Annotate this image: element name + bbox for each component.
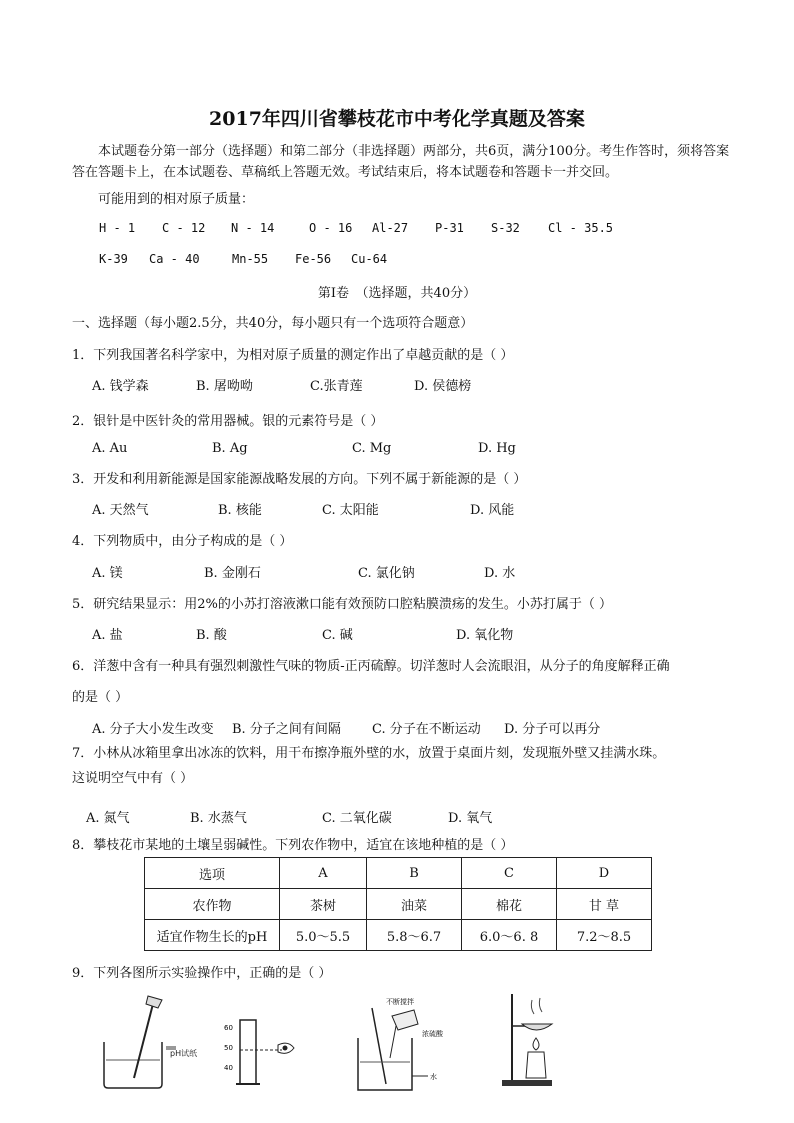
option: B. Ag [212,441,248,456]
fig3-label-water: 水 [430,1073,437,1081]
figure-dilution [352,996,472,1096]
option: C. 太阳能 [322,503,379,518]
option: C. 二氧化碳 [322,811,392,826]
option: A. 天然气 [92,503,149,518]
section-heading: 一、选择题（每小题2.5分，共40分，每小题只有一个选项符合题意） [72,316,474,331]
table-cell: C [462,858,557,889]
table-cell: 6.0～6. 8 [462,920,557,951]
figure-evaporation [496,990,572,1090]
option: B. 屠呦呦 [196,379,253,394]
option: B. 酸 [196,628,227,643]
figure-ph-test [96,990,206,1090]
option: D. 氧气 [448,811,493,826]
option: B. 核能 [218,503,262,518]
mass-item: Cu-64 [351,252,388,266]
table-cell: D [557,858,652,889]
option: D. 水 [484,566,516,581]
option: D. 氧化物 [456,628,514,643]
acid-stream [390,1026,396,1058]
question-1: 1．下列我国著名科学家中，为相对原子质量的测定作出了卓越贡献的是（ ） [72,348,514,363]
table-cell: 甘 草 [557,889,652,920]
ph-table [144,857,652,951]
option: A. 分子大小发生改变 [92,722,214,737]
mass-item: Ca - 40 [149,252,200,266]
option: C. 氯化钠 [358,566,415,581]
option: A. Au [92,441,128,456]
eye-pupil [283,1046,288,1051]
mass-item: Mn-55 [232,252,269,266]
fig3-label-acid: 浓硫酸 [422,1030,443,1038]
figure-cylinder [222,990,302,1090]
question-5: 5．研究结果显示：用2%的小苏打溶液漱口能有效预防口腔粘膜溃疡的发生。小苏打属于（ ） [72,597,613,612]
beaker-outline [104,1042,162,1088]
mass-item: Al-27 [372,221,409,235]
option: C. Mg [352,441,392,456]
table-cell: 农作物 [145,889,280,920]
option: B. 金刚石 [204,566,261,581]
tick-50: 50 [224,1044,233,1052]
question-6: 6．洋葱中含有一种具有强烈刺激性气味的物质-正丙硫醇。切洋葱时人会流眼泪，从分子的角度解释正确 [72,659,670,674]
table-cell: 7.2～8.5 [557,920,652,951]
option: B. 水蒸气 [190,811,247,826]
mass-item: P-31 [435,221,464,235]
part-heading: 第Ⅰ卷 （选择题，共40分） [317,286,477,301]
table-cell: 适宜作物生长的pH [145,920,280,951]
evaporating-dish [522,1024,552,1030]
flame-icon [533,1038,539,1050]
hand-shape [146,996,162,1008]
mass-item: O - 16 [309,221,353,235]
table-cell: 棉花 [462,889,557,920]
intro-text: 本试题卷分第一部分（选择题）和第二部分（非选择题）两部分，共6页，满分100分。考生作答时，须将答案答在答题卡上，在本试题卷、草稿纸上答题无效。考试结束后，将本试题卷和答题卡一并交回。 [72,144,730,180]
table-cell: 茶树 [280,889,367,920]
option: A. 氮气 [86,811,130,826]
mass-item: N - 14 [231,221,275,235]
option: B. 分子之间有间隔 [232,722,341,737]
option: D. 风能 [470,503,515,518]
table-row [145,858,652,889]
mass-item: Fe-56 [295,252,332,266]
option: C. 碱 [322,628,353,643]
stand-base [502,1080,552,1086]
question-3: 3．开发和利用新能源是国家能源战略发展的方向。下列不属于新能源的是（ ） [72,472,527,487]
stir-rod [372,1008,386,1084]
question-7: 7．小林从冰箱里拿出冰冻的饮料，用干布擦净瓶外壁的水，放置于桌面片刻，发现瓶外壁又挂满水珠。 [72,746,666,761]
mass-item: K-39 [99,252,128,266]
option: D. Hg [478,441,516,456]
mass-item: H - 1 [99,221,136,235]
table-row [145,889,652,920]
option: A. 镁 [92,566,123,581]
mass-item: C - 12 [162,221,206,235]
mass-item: Cl - 35.5 [548,221,614,235]
fig1-label: pH试纸 [170,1049,198,1058]
option: D. 分子可以再分 [504,722,601,737]
intro-paragraph [72,141,732,183]
table-row [145,920,652,951]
cylinder-body [240,1020,256,1084]
question-9: 9．下列各图所示实验操作中，正确的是（ ） [72,966,332,981]
table-cell: B [367,858,462,889]
table-cell: A [280,858,367,889]
table-cell: 5.8～6.7 [367,920,462,951]
option: D. 侯德榜 [414,379,472,394]
mass-title: 可能用到的相对原子质量： [98,192,255,207]
tick-60: 60 [224,1024,233,1032]
question-7-cont: 这说明空气中有（ ） [72,771,194,786]
steam-icon [531,998,542,1014]
glass-rod [134,1000,154,1078]
fig3-label-stir: 不断搅拌 [386,998,414,1006]
option: A. 钱学森 [92,379,149,394]
option: C. 分子在不断运动 [372,722,481,737]
option: C.张青莲 [310,379,363,394]
table-cell: 油菜 [367,889,462,920]
question-8: 8．攀枝花市某地的土壤呈弱碱性。下列农作物中，适宜在该地种植的是（ ） [72,838,514,853]
question-2: 2．银针是中医针灸的常用器械。银的元素符号是（ ） [72,414,384,429]
table-cell: 选项 [145,858,280,889]
table-cell: 5.0～5.5 [280,920,367,951]
mass-item: S-32 [491,221,520,235]
question-6-cont: 的是（ ） [72,690,129,705]
tick-40: 40 [224,1064,233,1072]
page-title: 2017年四川省攀枝花市中考化学真题及答案 [209,108,585,130]
option: A. 盐 [92,628,123,643]
question-4: 4．下列物质中，由分子构成的是（ ） [72,534,293,549]
alcohol-lamp [526,1052,546,1078]
